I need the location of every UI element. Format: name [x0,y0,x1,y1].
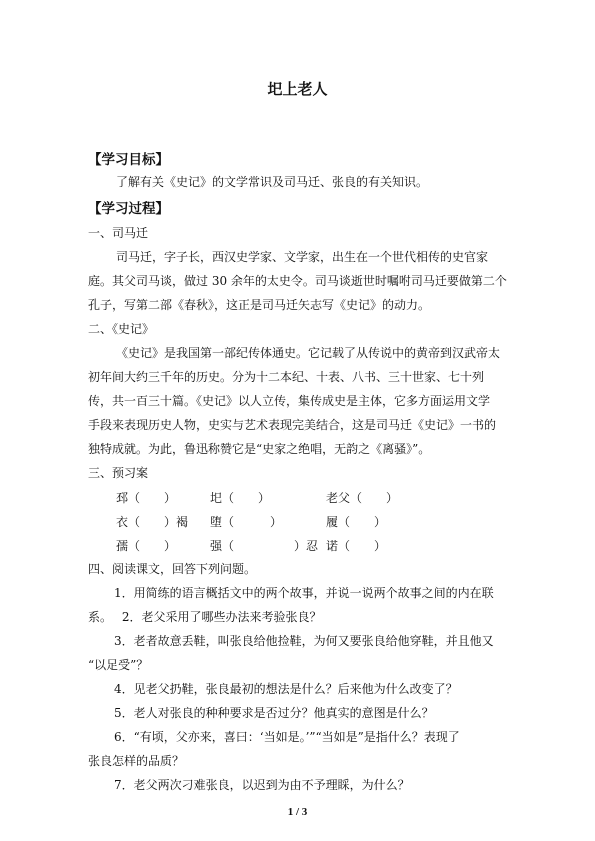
question-line: 7．老父两次刁难张良，以迟到为由不予理睬，为什么？ [114,778,410,792]
section-2-line: 传，共一百三十篇。《史记》以人立传，集传成史是主体，它多方面运用文学 [88,394,491,408]
preview-cell: 堕（ ） [210,515,283,529]
section-2-line: 独特成就。为此，鲁迅称赞它是“史家之绝唱，无韵之《离骚》”。 [88,442,431,456]
section-2-title: 二、《史记》 [88,322,155,336]
section-3-title: 三、预习案 [88,466,149,480]
goal-heading: 【学习目标】 [88,152,169,168]
section-1-line: 庭。其父司马谈，做过 30 余年的太史令。司马谈逝世时嘱咐司马迁要做第二个 [88,274,507,288]
preview-cell: 履（ ） [326,515,387,529]
section-2-line: 《史记》是我国第一部纪传体通史。它记载了从传说中的黄帝到汉武帝太 [116,346,501,360]
question-line: 系。 2．老父采用了哪些办法来考验张良？ [88,610,322,624]
section-1-line: 孔子，写第二部《春秋》，这正是司马迁矢志写《史记》的动力。 [88,298,431,312]
question-line: 3．老者故意丢鞋，叫张良给他捡鞋，为何又要张良给他穿鞋，并且他又 [114,634,494,648]
preview-cell: 老父（ ） [326,491,399,505]
goal-text: 了解有关《史记》的文学常识及司马迁、张良的有关知识。 [116,175,429,189]
question-line: 5．老人对张良的种种要求是否过分？他真实的意图是什么？ [114,706,434,720]
question-line: 6．“有顷，父亦来，喜曰：‘当如是。’”“当如是”是指什么？表现了 [114,730,460,744]
preview-cell: 诺（ ） [326,539,387,553]
section-2-line: 手段来表现历史人物，史实与艺术表现完美结合，这是司马迁《史记》一书的 [88,418,497,432]
preview-cell: 孺（ ） [116,539,177,553]
question-line: 张良怎样的品质？ [88,754,185,768]
question-line: 4．见老父扔鞋，张良最初的想法是什么？后来他为什么改变了？ [114,682,458,696]
process-heading: 【学习过程】 [88,201,169,217]
preview-cell: 衣（ ）褐 [116,515,189,529]
preview-cell: 邳（ ） [116,491,177,505]
question-line: “以足受”？ [88,658,149,672]
page-number: 1 / 3 [287,806,308,818]
section-1-line: 司马迁，字子长，西汉史学家、文学家，出生在一个世代相传的史官家 [116,250,489,264]
preview-cell: 圯（ ） [210,491,271,505]
section-2-line: 初年间大约三千年的历史。分为十二本纪、十表、八书、三十世家、七十列 [88,370,485,384]
section-4-title: 四、阅读课文，回答下列问题。 [88,562,257,576]
page-title: 圯上老人 [267,80,328,98]
question-line: 1．用简练的语言概括文中的两个故事，并说一说两个故事之间的内在联 [114,586,494,600]
section-1-title: 一、司马迁 [88,226,149,240]
preview-cell: 强（ ）忍 [210,539,319,553]
